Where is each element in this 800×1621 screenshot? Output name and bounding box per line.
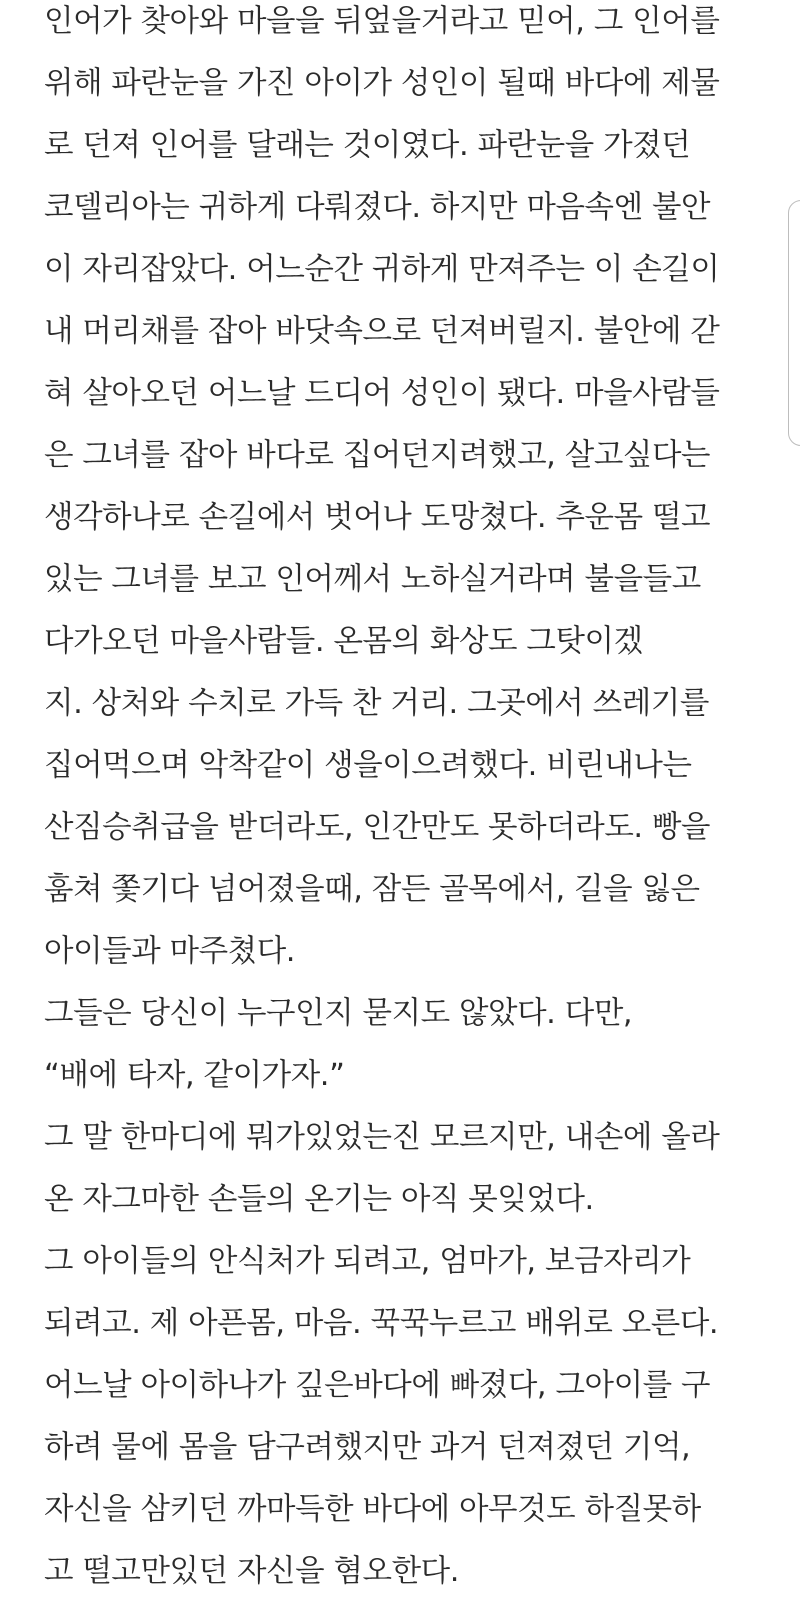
text-line: 있는 그녀를 보고 인어께서 노하실거라며 불을들고 bbox=[44, 562, 701, 597]
text-line: 온 자그마한 손들의 온기는 아직 못잊었다. bbox=[44, 1182, 594, 1217]
text-line: 코델리아는 귀하게 다뤄졌다. 하지만 마음속엔 불안 bbox=[44, 190, 711, 225]
text-line: 고 떨고만있던 자신을 혐오한다. bbox=[44, 1554, 459, 1589]
text-line: 되려고. 제 아픈몸, 마음. 꾹꾹누르고 배위로 오른다. bbox=[44, 1306, 719, 1341]
text-line: 훔쳐 쫓기다 넘어졌을때, 잠든 골목에서, 길을 잃은 bbox=[44, 872, 700, 907]
text-line: 은 그녀를 잡아 바다로 집어던지려했고, 살고싶다는 bbox=[44, 438, 711, 473]
text-line: 인어가 찾아와 마을을 뒤엎을거라고 믿어, 그 인어를 bbox=[44, 4, 720, 39]
text-line: 위해 파란눈을 가진 아이가 성인이 될때 바다에 제물 bbox=[44, 66, 720, 101]
text-line: 그 말 한마디에 뭐가있었는진 모르지만, 내손에 올라 bbox=[44, 1120, 720, 1155]
text-line: 집어먹으며 악착같이 생을이으려했다. 비린내나는 bbox=[44, 748, 692, 783]
text-line: 자신을 삼키던 까마득한 바다에 아무것도 하질못하 bbox=[44, 1492, 701, 1527]
text-line: 로 던져 인어를 달래는 것이였다. 파란눈을 가졌던 bbox=[44, 128, 691, 163]
text-line: 그들은 당신이 누구인지 묻지도 않았다. 다만, bbox=[44, 996, 633, 1031]
story-text bbox=[44, 0, 754, 1612]
text-line: 어느날 아이하나가 깊은바다에 빠졌다, 그아이를 구 bbox=[44, 1368, 711, 1403]
text-line: 아이들과 마주쳤다. bbox=[44, 934, 296, 969]
text-line: 산짐승취급을 받더라도, 인간만도 못하더라도. 빵을 bbox=[44, 810, 711, 845]
text-line: 하려 물에 몸을 담구려했지만 과거 던져졌던 기억, bbox=[44, 1430, 691, 1465]
text-line: 그 아이들의 안식처가 되려고, 엄마가, 보금자리가 bbox=[44, 1244, 691, 1279]
text-line: 생각하나로 손길에서 벗어나 도망쳤다. 추운몸 떨고 bbox=[44, 500, 711, 535]
text-line: “배에 타자, 같이가자.” bbox=[44, 1058, 345, 1093]
text-line: 내 머리채를 잡아 바닷속으로 던져버릴지. 불안에 갇 bbox=[44, 314, 720, 349]
scroll-handle[interactable] bbox=[788, 200, 800, 446]
text-line: 지. 상처와 수치로 가득 찬 거리. 그곳에서 쓰레기를 bbox=[44, 686, 709, 721]
text-line: 이 자리잡았다. 어느순간 귀하게 만져주는 이 손길이 bbox=[44, 252, 720, 287]
text-line: 다가오던 마을사람들. 온몸의 화상도 그탓이겠 bbox=[44, 624, 643, 659]
text-line: 혀 살아오던 어느날 드디어 성인이 됐다. 마을사람들 bbox=[44, 376, 720, 411]
